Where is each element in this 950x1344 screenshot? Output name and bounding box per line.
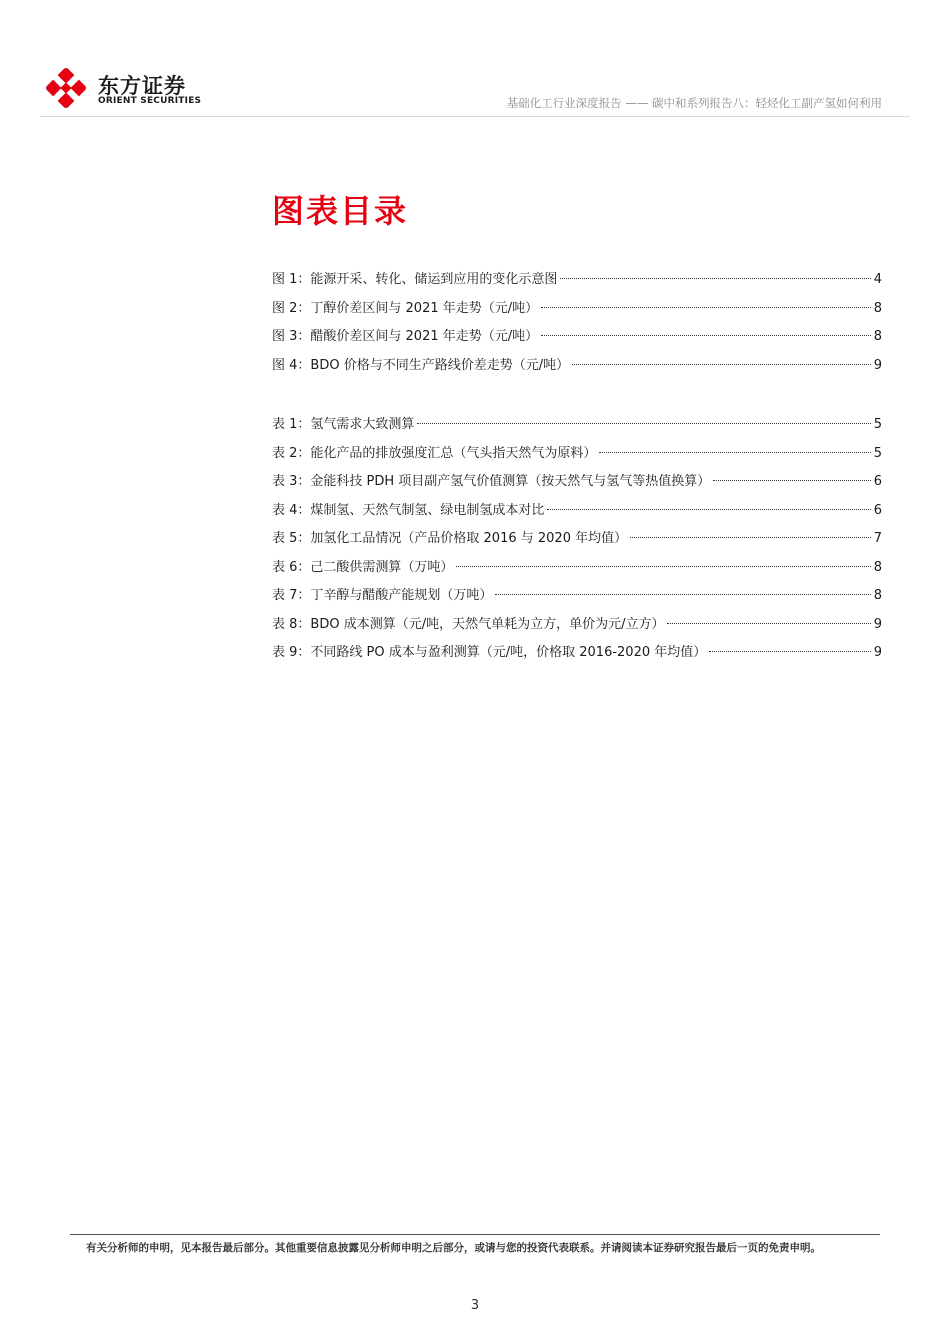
footer-divider bbox=[70, 1234, 880, 1235]
toc-entry-label: 表 9：不同路线 PO 成本与盈利测算（元/吨，价格取 2016-2020 年均值） bbox=[272, 645, 707, 660]
toc-entry-label: 表 3：金能科技 PDH 项目副产氢气价值测算（按天然气与氢气等热值换算） bbox=[272, 474, 711, 489]
toc-entry-label: 表 8：BDO 成本测算（元/吨，天然气单耗为立方，单价为元/立方） bbox=[272, 616, 665, 632]
toc-entry-label: 图 4：BDO 价格与不同生产路线价差走势（元/吨） bbox=[272, 357, 570, 373]
toc-entry-label: 表 7：丁辛醇与醋酸产能规划（万吨） bbox=[272, 588, 493, 603]
toc-entry-label: 表 4：煤制氢、天然气制氢、绿电制氢成本对比 bbox=[272, 502, 545, 518]
toc-entry-table[interactable] bbox=[272, 582, 882, 611]
toc-entry-page: 6 bbox=[873, 502, 882, 518]
toc-entry-label: 图 3：醋酸价差区间与 2021 年走势（元/吨） bbox=[272, 329, 539, 344]
toc-leader-dots bbox=[541, 307, 871, 308]
toc-entry-page: 7 bbox=[873, 531, 882, 546]
toc-leader-dots bbox=[495, 594, 870, 595]
page-header bbox=[0, 0, 950, 118]
toc-leader-dots bbox=[713, 480, 870, 481]
toc-entry-label: 表 5：加氢化工品情况（产品价格取 2016 与 2020 年均值） bbox=[272, 531, 628, 546]
toc-entry-label: 表 1：氢气需求大致测算 bbox=[272, 417, 415, 432]
brand-name-cn: 东方证券 bbox=[98, 74, 186, 98]
toc-entry-table[interactable] bbox=[272, 440, 882, 469]
toc-entry-table[interactable] bbox=[272, 497, 882, 526]
toc-entry-table[interactable] bbox=[272, 411, 882, 440]
toc-entry-label: 图 2：丁醇价差区间与 2021 年走势（元/吨） bbox=[272, 300, 539, 316]
toc-entry-label: 图 1：能源开采、转化、储运到应用的变化示意图 bbox=[272, 272, 558, 287]
toc-entry-page: 5 bbox=[873, 417, 882, 432]
toc-leader-dots bbox=[560, 278, 870, 279]
toc-entry-figure[interactable] bbox=[272, 352, 882, 381]
section-title: 图表目录 bbox=[272, 192, 409, 230]
toc-leader-dots bbox=[547, 509, 870, 510]
toc-leader-dots bbox=[709, 651, 870, 652]
toc-entry-page: 9 bbox=[873, 616, 882, 632]
toc-entry-figure[interactable] bbox=[272, 323, 882, 352]
toc-entry-page: 8 bbox=[873, 300, 882, 316]
toc-leader-dots bbox=[630, 537, 871, 538]
toc-entry-page: 9 bbox=[873, 357, 882, 373]
toc-leader-dots bbox=[456, 566, 870, 567]
toc-entry-label: 表 2：能化产品的排放强度汇总（气头指天然气为原料） bbox=[272, 445, 597, 461]
page-number: 3 bbox=[470, 1298, 480, 1313]
toc-leader-dots bbox=[541, 335, 871, 336]
toc-entry-figure[interactable] bbox=[272, 295, 882, 324]
toc-leader-dots bbox=[667, 623, 870, 624]
brand-name-en: ORIENT SECURITIES bbox=[98, 96, 202, 106]
toc-entry-page: 8 bbox=[873, 588, 882, 603]
toc-leader-dots bbox=[417, 423, 870, 424]
footer-disclaimer: 有关分析师的申明，见本报告最后部分。其他重要信息披露见分析师申明之后部分，或请与您的投资代表联系。并请阅读本证券研究报告最后一页的免责申明。 bbox=[86, 1242, 821, 1254]
toc-entry-page: 5 bbox=[873, 445, 882, 461]
toc-entry-page: 4 bbox=[873, 272, 882, 287]
toc-entry-page: 9 bbox=[873, 645, 882, 660]
toc-entry-page: 8 bbox=[873, 559, 882, 575]
figures-toc-list bbox=[272, 266, 882, 380]
toc-entry-page: 8 bbox=[873, 329, 882, 344]
toc-entry-table[interactable] bbox=[272, 554, 882, 583]
orient-securities-logo-icon bbox=[44, 66, 88, 110]
toc-entry-table[interactable] bbox=[272, 639, 882, 668]
toc-entry-figure[interactable] bbox=[272, 266, 882, 295]
toc-entry-table[interactable] bbox=[272, 611, 882, 640]
toc-entry-table[interactable] bbox=[272, 525, 882, 554]
report-title: 基础化工行业深度报告 —— 碳中和系列报告八：轻烃化工副产氢如何利用 bbox=[506, 96, 882, 110]
toc-leader-dots bbox=[572, 364, 871, 365]
toc-entry-table[interactable] bbox=[272, 468, 882, 497]
tables-toc-list bbox=[272, 411, 882, 668]
header-divider bbox=[40, 116, 910, 117]
toc-entry-label: 表 6：己二酸供需测算（万吨） bbox=[272, 559, 454, 575]
toc-entry-page: 6 bbox=[873, 474, 882, 489]
toc-leader-dots bbox=[599, 452, 870, 453]
